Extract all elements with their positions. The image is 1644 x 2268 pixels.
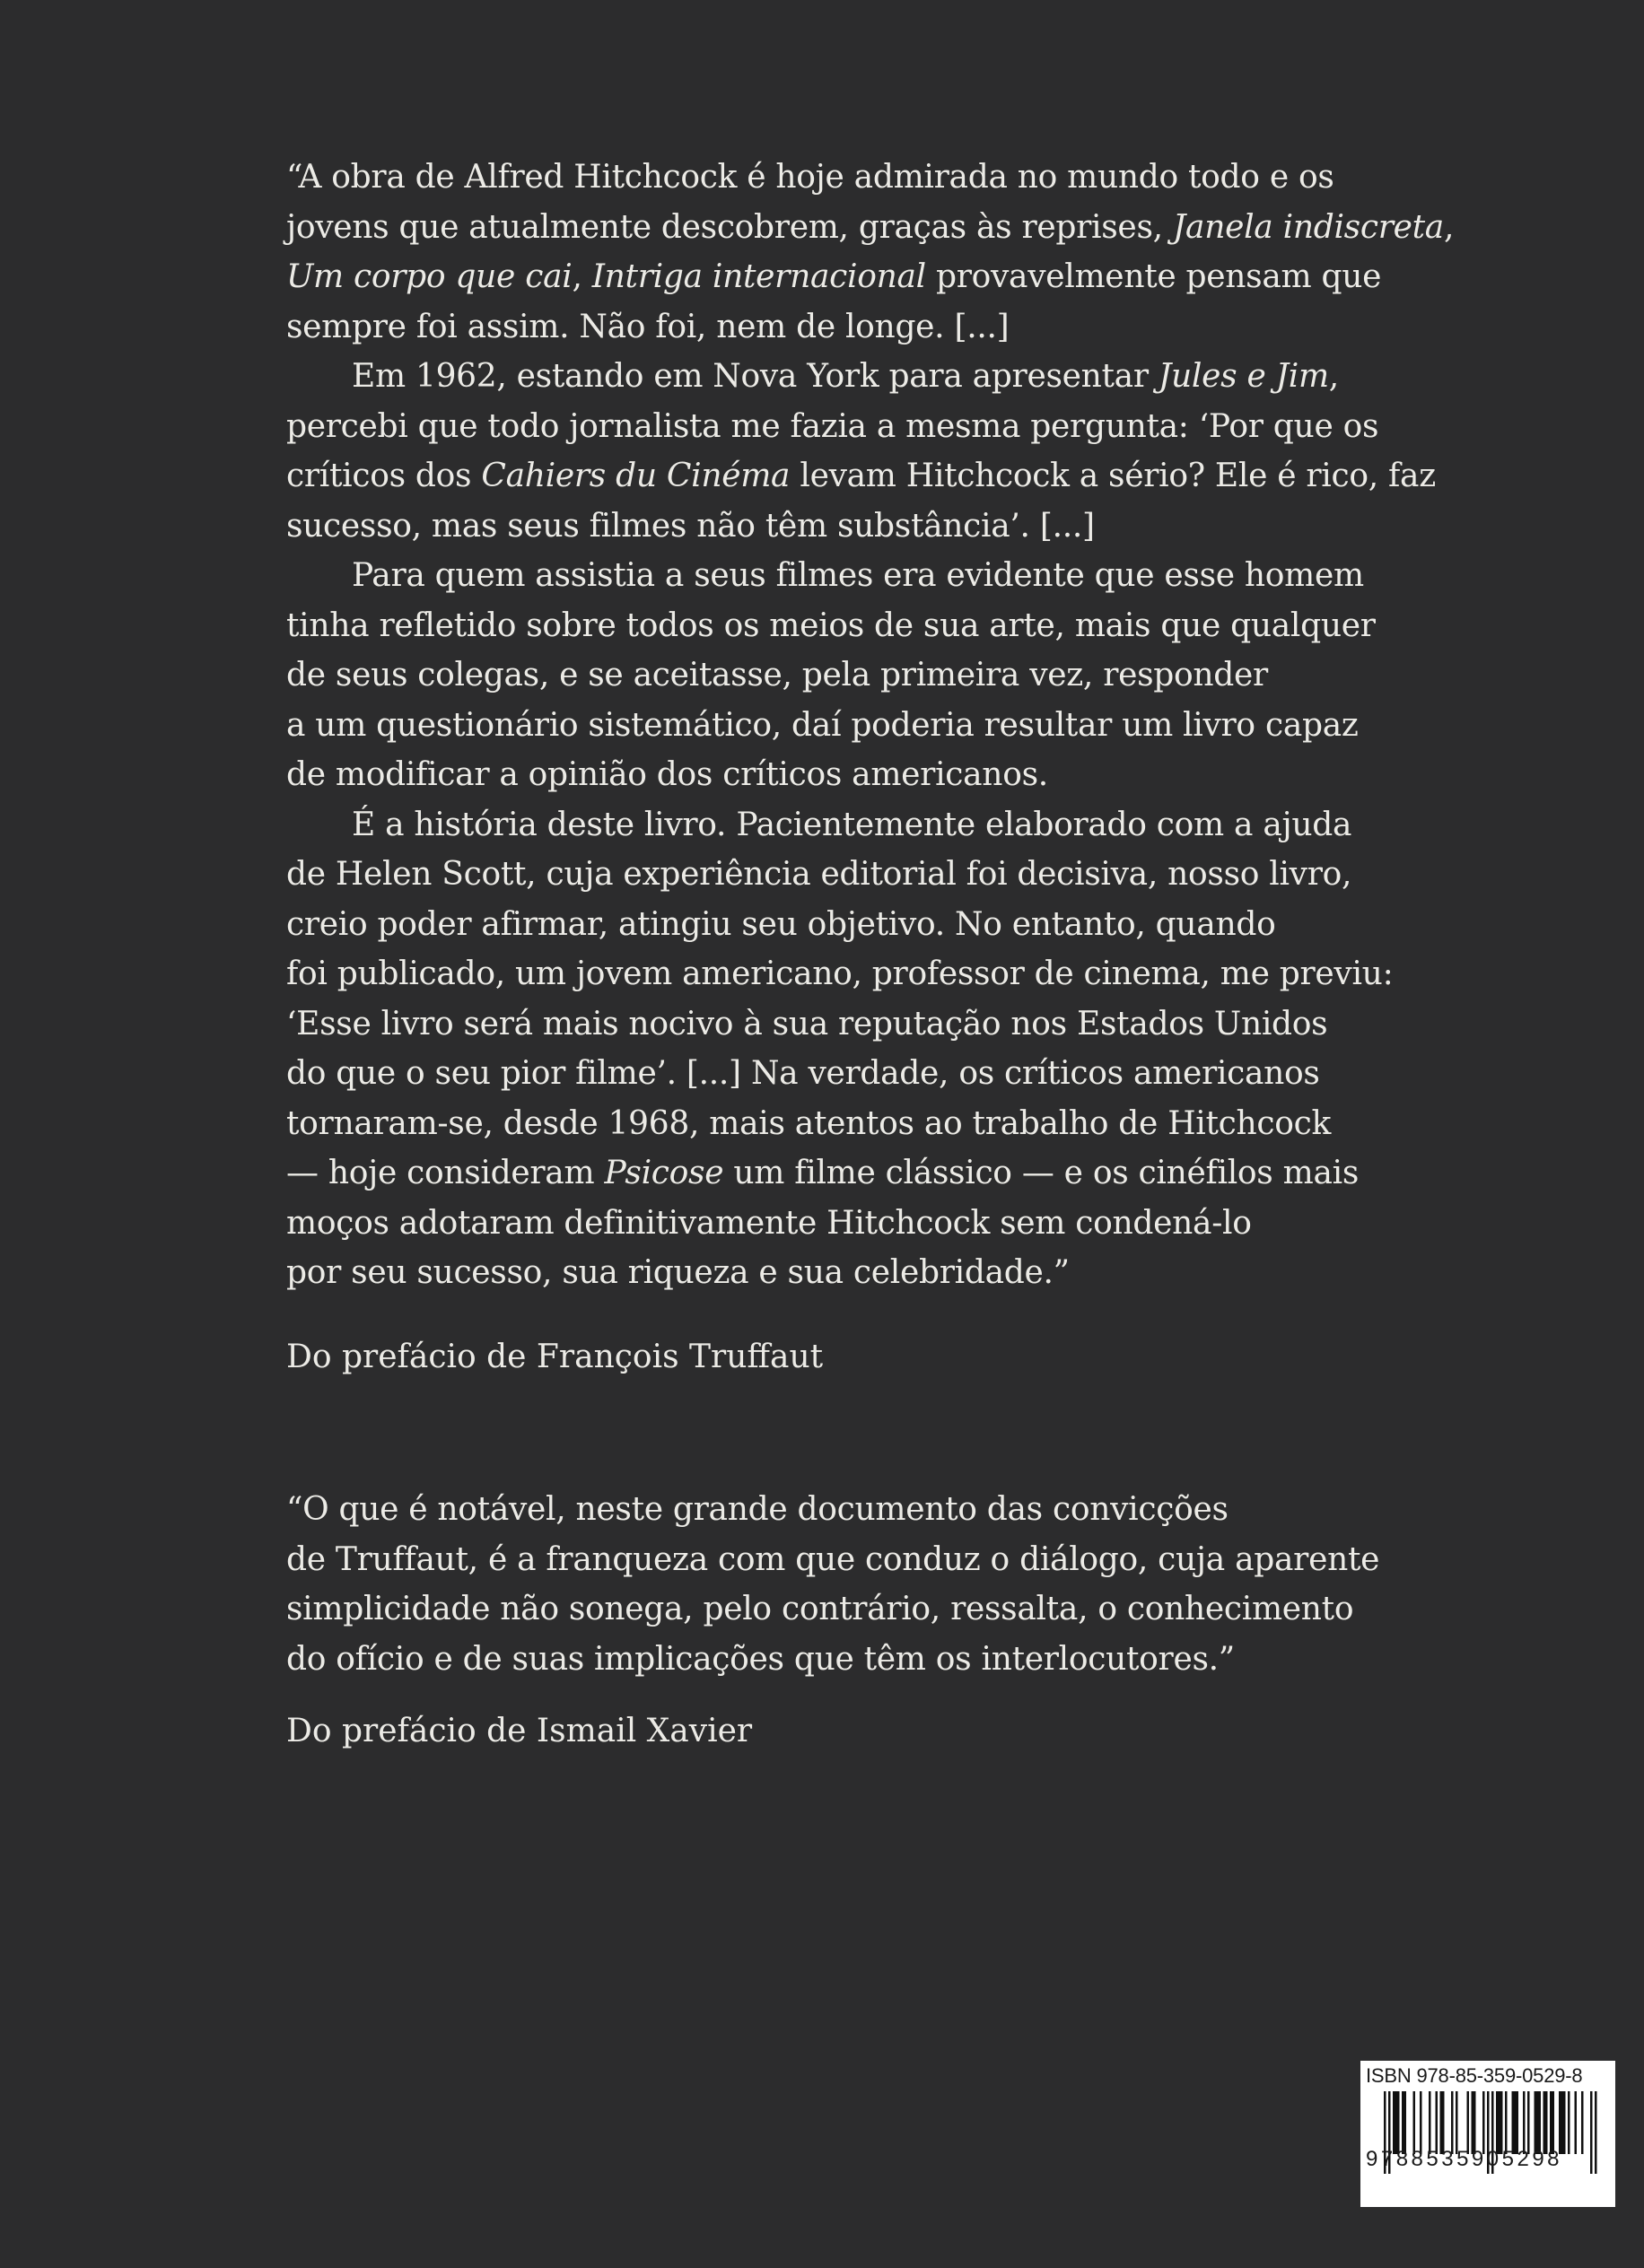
text-run: moços adotaram definitivamente Hitchcock sem condená-lo — [286, 1204, 1252, 1242]
text-run: de Helen Scott, cuja experiência editorial foi decisiva, nosso livro, — [286, 856, 1352, 893]
barcode-bar — [1496, 2091, 1499, 2154]
italic-title: Psicose — [604, 1155, 724, 1191]
barcode-bar — [1467, 2091, 1470, 2154]
text-run: sucesso, mas seus filmes não têm substância’. [...] — [286, 507, 1095, 545]
barcode-bar — [1559, 2091, 1561, 2154]
barcode-bar — [1514, 2091, 1517, 2154]
text-run: creio poder afirmar, atingiu seu objetivo. No entanto, quando — [286, 905, 1276, 943]
text-run: , — [1328, 358, 1339, 395]
text-line — [286, 402, 1379, 452]
text-line — [286, 949, 1394, 999]
text-line — [286, 1485, 1327, 1535]
xavier-attribution: Do prefácio de Ismail Xavier — [286, 1713, 753, 1749]
isbn-label: ISBN 978-85-359-0529-8 — [1366, 2064, 1583, 2087]
barcode-bar — [1512, 2091, 1515, 2154]
text-line — [286, 1535, 1380, 1585]
barcode-bar — [1397, 2091, 1400, 2154]
barcode-bar — [1440, 2091, 1443, 2154]
text-line — [286, 551, 1364, 601]
barcode-bar — [1552, 2091, 1555, 2154]
text-line — [286, 750, 1327, 800]
text-line — [286, 1635, 1327, 1685]
barcode-bar — [1473, 2091, 1476, 2154]
text-run: “A obra de Alfred Hitchcock é hoje admirada no mundo todo e os — [286, 159, 1334, 196]
barcode-bar — [1543, 2091, 1546, 2154]
text-run: sempre foi assim. Não foi, nem de longe. [...] — [286, 308, 1010, 345]
text-line — [286, 601, 1376, 651]
barcode-bar — [1581, 2091, 1584, 2154]
truffaut-attribution: Do prefácio de François Truffaut — [286, 1339, 824, 1375]
xavier-quote — [286, 1485, 1380, 1684]
text-line — [286, 850, 1352, 900]
barcode-bar — [1535, 2091, 1537, 2154]
barcode-bar — [1413, 2091, 1416, 2154]
text-run: por seu sucesso, sua riqueza e sua celebridade.” — [286, 1254, 1070, 1291]
text-line — [286, 352, 1339, 402]
truffaut-quote — [286, 153, 1455, 1298]
barcode-bar — [1561, 2091, 1564, 2154]
text-run: Em 1962, estando em Nova York para apresentar — [352, 358, 1159, 395]
text-line — [286, 1199, 1327, 1249]
barcode-bar — [1550, 2091, 1552, 2154]
text-run: de Truffaut, é a franqueza com que conduz o diálogo, cuja aparente — [286, 1540, 1380, 1578]
text-run: percebi que todo jornalista me fazia a mesma pergunta: ‘Por que os — [286, 407, 1379, 445]
barcode-bar — [1436, 2091, 1438, 2154]
text-line — [286, 1099, 1332, 1149]
text-run: de seus colegas, e se aceitasse, pela primeira vez, responder — [286, 657, 1268, 693]
barcode-bar — [1395, 2091, 1398, 2154]
text-run: a um questionário sistemático, daí poderia resultar um livro capaz — [286, 706, 1359, 744]
barcode-bar — [1472, 2091, 1474, 2154]
text-run: “O que é notável, neste grande documento das convicções — [286, 1491, 1229, 1528]
barcode-bar — [1451, 2091, 1454, 2154]
italic-title: Intriga internacional — [591, 258, 926, 295]
italic-title: Cahiers du Cinéma — [481, 458, 791, 494]
barcode-bar — [1505, 2091, 1508, 2154]
text-line — [286, 153, 1334, 203]
text-line — [286, 203, 1455, 253]
text-line — [286, 302, 1327, 353]
barcode-bar — [1523, 2091, 1526, 2154]
barcode-bar — [1402, 2091, 1404, 2154]
barcode-bar — [1500, 2091, 1503, 2154]
barcode-bar — [1393, 2091, 1395, 2154]
barcode-bar — [1404, 2091, 1407, 2154]
text-run: simplicidade não sonega, pelo contrário, ressalta, o conhecimento — [286, 1591, 1354, 1627]
text-run: do ofício e de suas implicações que têm os interlocutores.” — [286, 1640, 1235, 1678]
text-line — [286, 900, 1327, 950]
text-run: um filme clássico — e os cinéfilos mais — [723, 1155, 1360, 1191]
text-run: levam Hitchcock a sério? Ele é rico, faz — [790, 458, 1436, 494]
text-run: jovens que atualmente descobrem, graças às reprises, — [286, 208, 1173, 246]
italic-title: Um corpo que cai — [286, 258, 573, 295]
barcode-bar — [1539, 2091, 1542, 2154]
text-line — [286, 650, 1327, 701]
barcode-bar — [1575, 2091, 1578, 2154]
text-run: tornaram-se, desde 1968, mais atentos ao trabalho de Hitchcock — [286, 1104, 1332, 1142]
text-run: do que o seu pior filme’. [...] Na verdade, os críticos americanos — [286, 1055, 1320, 1092]
text-line — [286, 999, 1327, 1050]
text-line — [286, 1584, 1354, 1635]
barcode-bar — [1527, 2091, 1530, 2154]
text-line — [286, 1049, 1327, 1099]
ean-digits: 9788535905298 — [1366, 2147, 1563, 2171]
text-run: críticos dos — [286, 458, 482, 494]
text-run: ‘Esse livro será mais nocivo à sua reputação nos Estados Unidos — [286, 1005, 1328, 1042]
text-line — [286, 1248, 1327, 1298]
text-line — [286, 701, 1359, 751]
barcode-bar — [1545, 2091, 1548, 2154]
text-run: tinha refletido sobre todos os meios de sua arte, mais que qualquer — [286, 606, 1376, 644]
text-run: foi publicado, um jovem americano, professor de cinema, me previu: — [286, 955, 1394, 992]
barcode-bar — [1456, 2091, 1458, 2154]
barcode-bar — [1482, 2091, 1485, 2154]
text-line — [286, 1148, 1360, 1199]
barcode-bar — [1420, 2091, 1422, 2154]
text-line — [286, 451, 1436, 502]
text-run: Para quem assistia a seus filmes era evidente que esse homem — [352, 557, 1364, 594]
text-run: É a história deste livro. Pacientemente elaborado com a ajuda — [352, 806, 1352, 843]
text-run: , — [1443, 208, 1455, 246]
barcode-bar — [1517, 2091, 1519, 2154]
barcode-bar — [1568, 2091, 1570, 2154]
italic-title: Jules e Jim — [1158, 358, 1329, 395]
barcode-bar — [1499, 2091, 1501, 2154]
barcode-bar — [1429, 2091, 1431, 2154]
text-run: — hoje consideram — [286, 1155, 605, 1191]
barcode-bar — [1442, 2091, 1445, 2154]
barcode-bar — [1563, 2091, 1566, 2154]
text-run: , — [572, 258, 592, 295]
text-line — [286, 252, 1382, 302]
text-line — [286, 800, 1352, 850]
text-line — [286, 502, 1327, 552]
barcode-bar — [1536, 2091, 1539, 2154]
text-run: de modificar a opinião dos críticos americanos. — [286, 756, 1048, 793]
text-run: provavelmente pensam que — [925, 258, 1382, 295]
isbn-barcode — [1360, 2061, 1615, 2207]
italic-title: Janela indiscreta — [1172, 208, 1444, 246]
